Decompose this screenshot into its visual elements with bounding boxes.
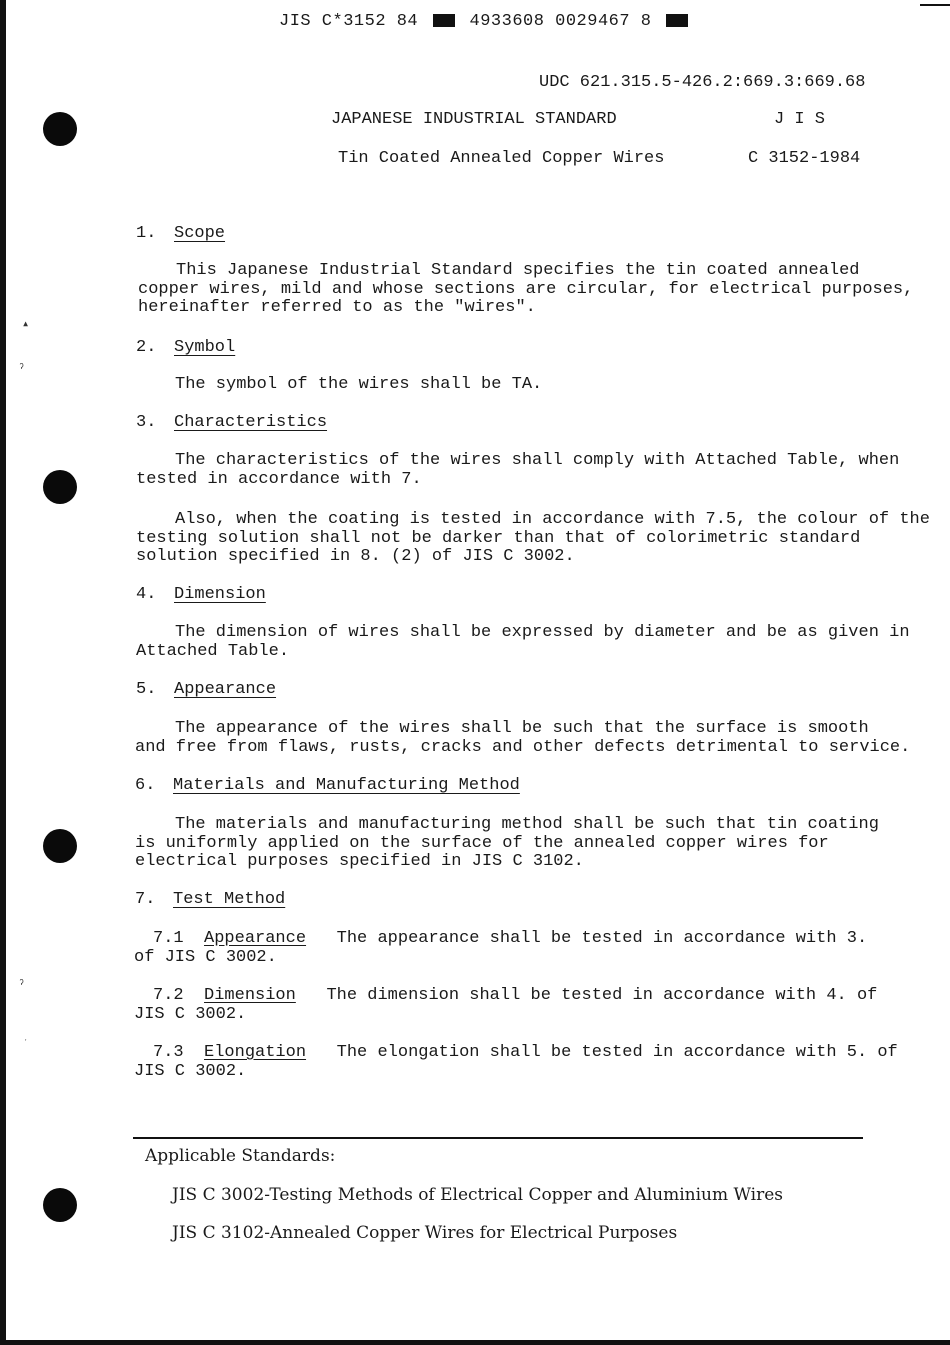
scan-corner-mark — [920, 4, 950, 6]
footer-divider — [133, 1137, 863, 1139]
document-code-part2: 4933608 0029467 8 — [469, 12, 652, 31]
speck-mark: ˀ — [18, 978, 26, 992]
document-title: Tin Coated Annealed Copper Wires — [338, 149, 665, 168]
section-body-scope: This Japanese Industrial Standard specifies the tin coated annealed copper wires, mild and whose sections are circular, for electrical purposes, hereinafter referred to as the "wires". — [138, 261, 914, 317]
section-heading-scope: 1. Scope — [136, 224, 226, 243]
section-body-symbol: The symbol of the wires shall be TA. — [175, 375, 543, 394]
punch-hole-icon — [43, 112, 77, 146]
document-code-part1: JIS C*3152 84 — [279, 12, 419, 31]
section-heading-test-method: 7. Test Method — [135, 890, 286, 909]
section-heading-dimension: 4. Dimension — [136, 585, 266, 604]
applicable-standard-item: JIS C 3002-Testing Methods of Electrical Copper and Aluminium Wires — [172, 1185, 784, 1205]
applicable-standards-heading: Applicable Standards: — [145, 1146, 336, 1166]
barcode-block-icon — [433, 14, 455, 27]
speck-mark: ˑ — [22, 1036, 30, 1050]
standard-organization: JAPANESE INDUSTRIAL STANDARD — [331, 110, 617, 129]
section-body-materials: The materials and manufacturing method shall be such that tin coating is uniformly applied on the surface of the annealed copper wires for electrical purposes specified in JIS C 3102. — [135, 815, 879, 871]
barcode-block-icon — [666, 14, 688, 27]
subsection-appearance-test: 7.1 Appearance The appearance shall be tested in accordance with 3. of JIS C 3002. — [134, 929, 868, 967]
punch-hole-icon — [43, 1188, 77, 1222]
subsection-elongation-test: 7.3 Elongation The elongation shall be tested in accordance with 5. of JIS C 3002. — [134, 1043, 898, 1081]
speck-mark: ▴ — [22, 317, 30, 331]
applicable-standard-item: JIS C 3102-Annealed Copper Wires for Electrical Purposes — [172, 1223, 678, 1243]
scan-left-edge — [0, 0, 6, 1345]
section-body-dimension: The dimension of wires shall be expressed by diameter and be as given in Attached Table. — [136, 623, 910, 661]
section-body-characteristics-coating: Also, when the coating is tested in accordance with 7.5, the colour of the testing solution shall not be darker than that of colorimetric standard solution specified in 8. (2) of JIS C 3002. — [136, 510, 930, 566]
scan-bottom-edge — [0, 1340, 950, 1345]
jis-mark: J I S — [774, 110, 826, 129]
udc-number: UDC 621.315.5-426.2:669.3:669.68 — [539, 73, 866, 92]
punch-hole-icon — [43, 829, 77, 863]
section-heading-symbol: 2. Symbol — [136, 338, 236, 357]
section-heading-materials: 6. Materials and Manufacturing Method — [135, 776, 520, 795]
speck-mark: ˀ — [18, 362, 26, 376]
section-heading-appearance: 5. Appearance — [136, 680, 277, 699]
document-number: C 3152-1984 — [748, 149, 861, 168]
section-body-appearance: The appearance of the wires shall be such that the surface is smooth and free from flaws, rusts, cracks and other defects detrimental to service. — [135, 719, 911, 757]
document-code — [279, 12, 692, 31]
punch-hole-icon — [43, 470, 77, 504]
section-heading-characteristics: 3. Characteristics — [136, 413, 328, 432]
subsection-dimension-test: 7.2 Dimension The dimension shall be tested in accordance with 4. of JIS C 3002. — [134, 986, 878, 1024]
section-body-characteristics: The characteristics of the wires shall comply with Attached Table, when tested in accordance with 7. — [136, 451, 900, 489]
